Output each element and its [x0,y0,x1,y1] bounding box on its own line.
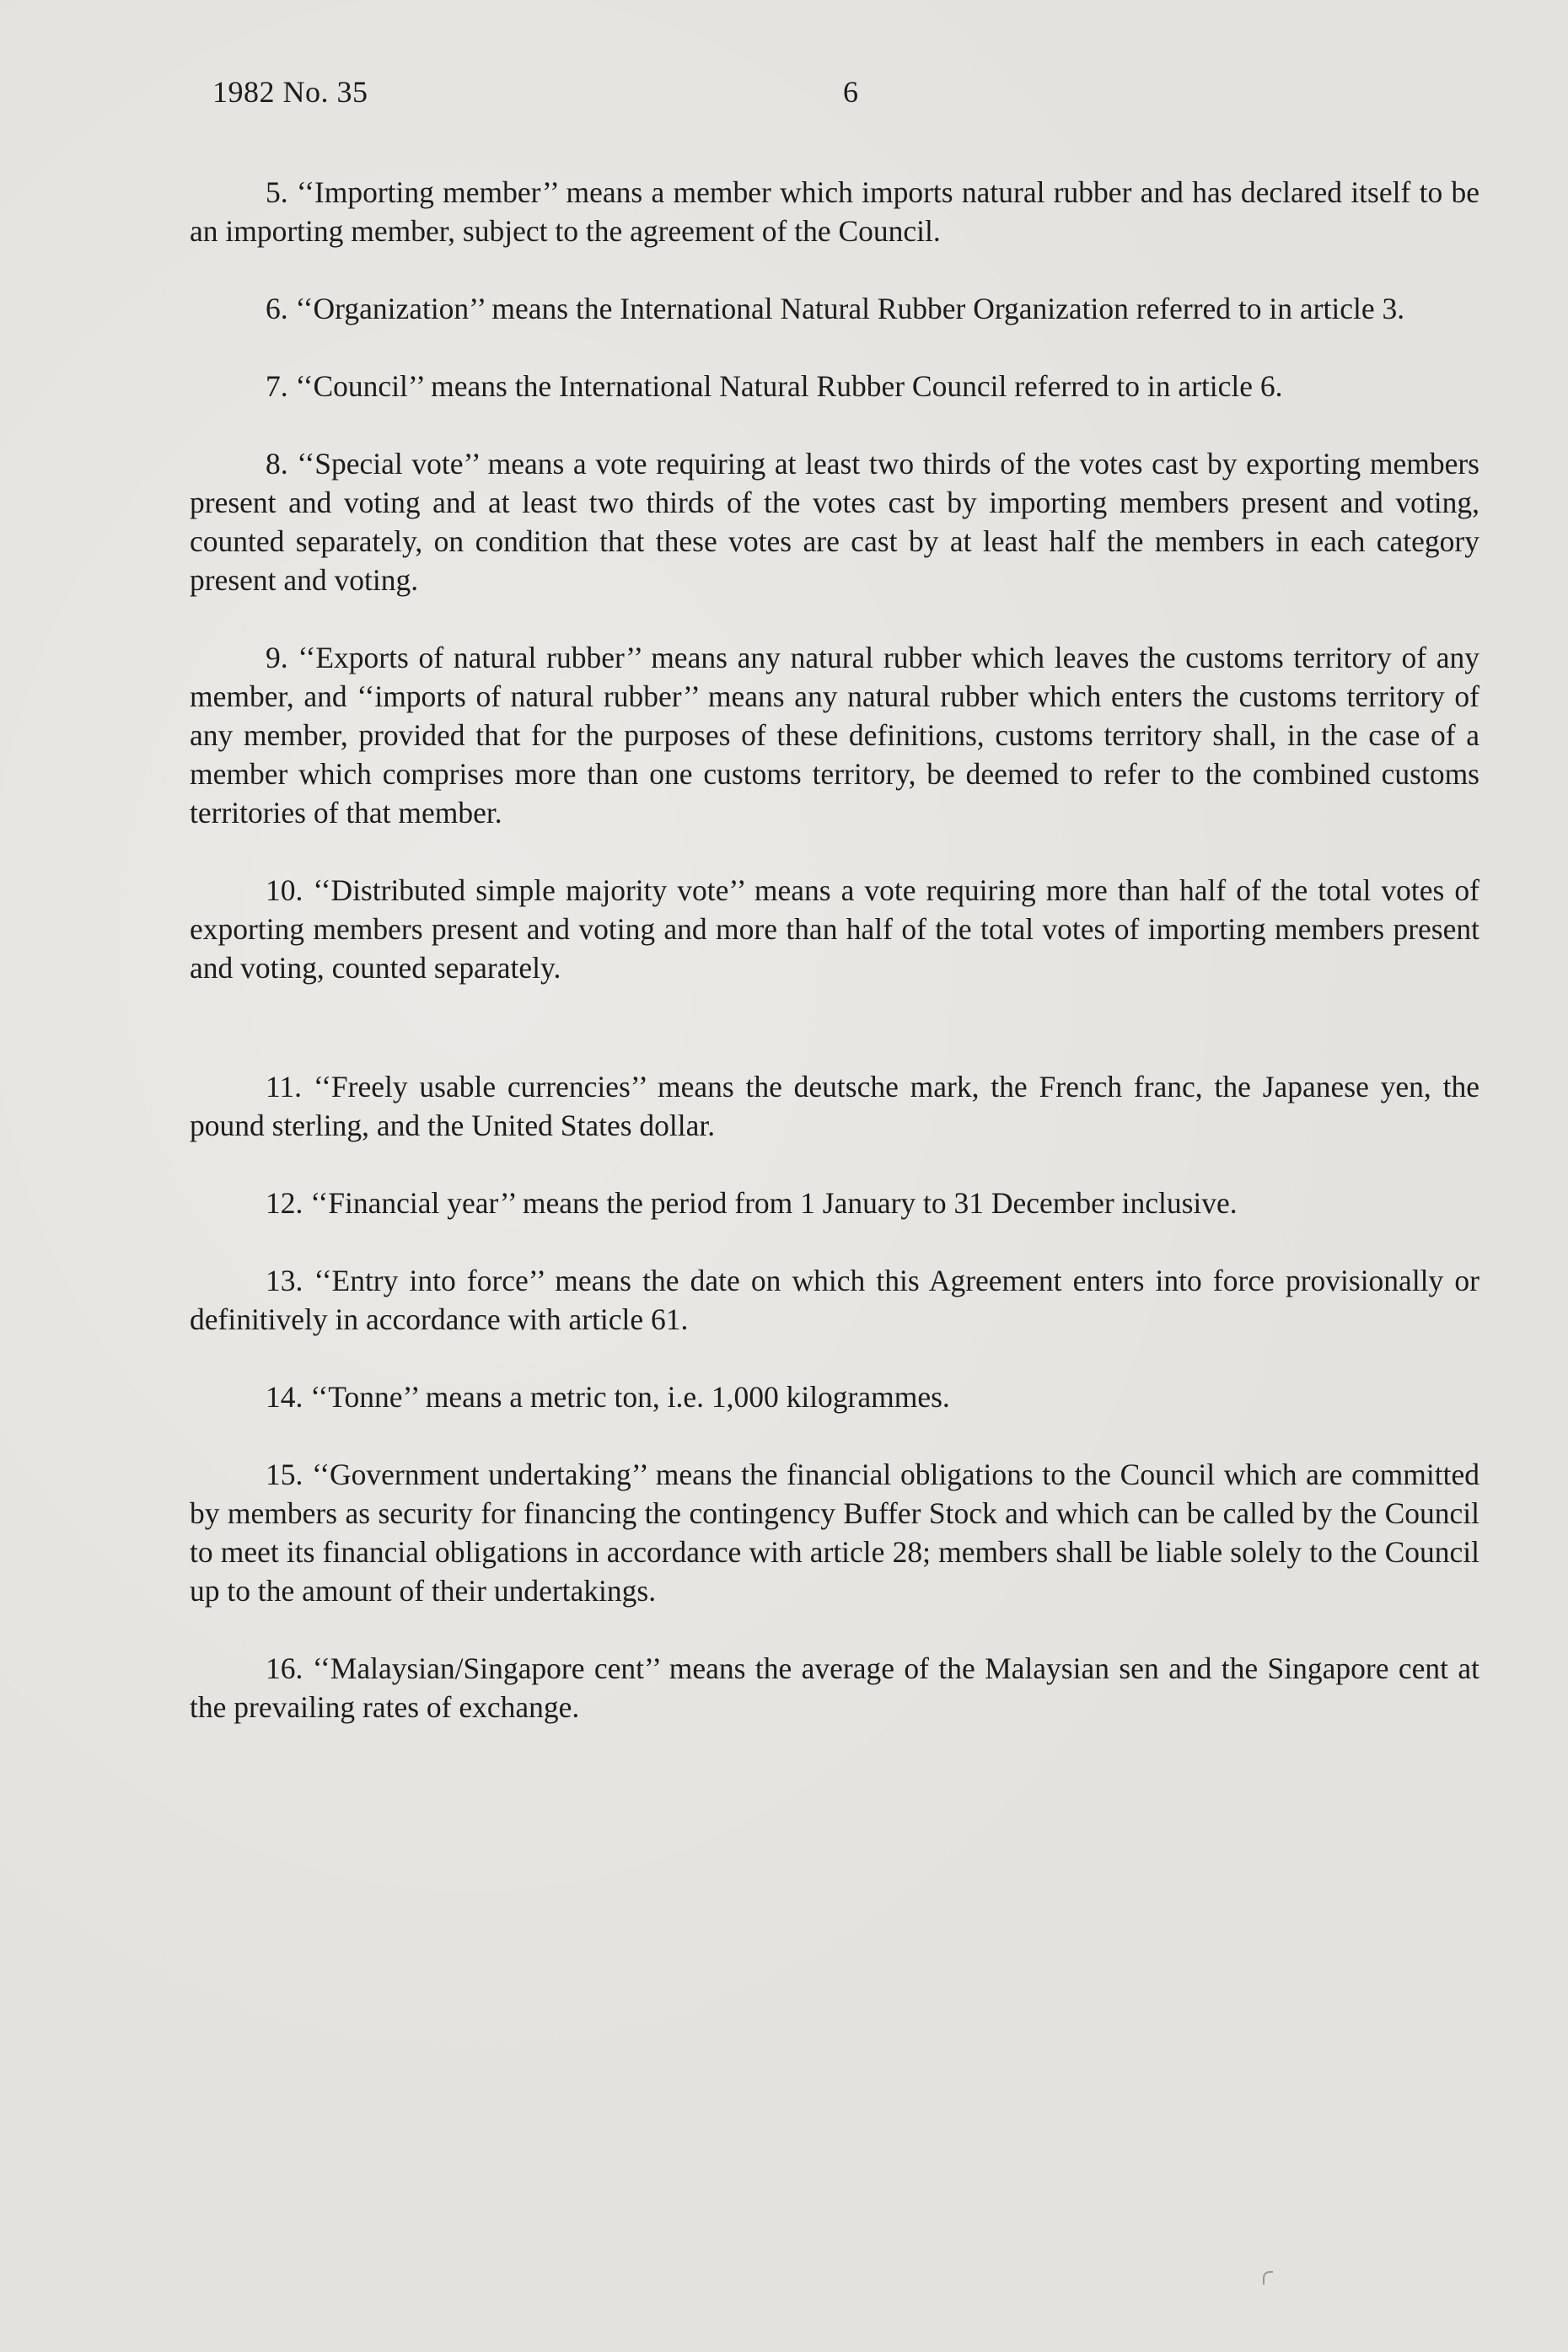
page-number: 6 [843,75,859,109]
definition-paragraph-14: 14. ‘‘Tonne’’ means a metric ton, i.e. 1,000 kilogrammes. [266,1380,950,1414]
definition-paragraph-5: 5. ‘‘Importing member’’ means a member which imports natural rubber and has declared itself to be an importing member, subject to the agreement of the Council. [190,175,1479,248]
definition-paragraph-15: 15. ‘‘Government undertaking’’ means the financial obligations to the Council which are committed by members as security for financing the contingency Buffer Stock and which can be called by the Council to meet its financial obligations in accordance with article 28; members shall be liable solely to the Council up to the amount of their undertakings. [190,1458,1479,1608]
document-reference: 1982 No. 35 [212,75,368,109]
definition-paragraph-10: 10. ‘‘Distributed simple majority vote’’ means a vote requiring more than half of the total votes of exporting members present and voting and more than half of the total votes of importing members present and voting, counted separately. [190,873,1479,985]
definition-paragraph-11: 11. ‘‘Freely usable currencies’’ means the deutsche mark, the French franc, the Japanese yen, the pound sterling, and the United States dollar. [190,1070,1479,1142]
definition-paragraph-7: 7. ‘‘Council’’ means the International Natural Rubber Council referred to in article 6. [266,369,1283,403]
paper-speck [1263,2271,1273,2285]
definition-paragraph-12: 12. ‘‘Financial year’’ means the period from 1 January to 31 December inclusive. [266,1186,1238,1220]
definition-paragraph-9: 9. ‘‘Exports of natural rubber’’ means any natural rubber which leaves the customs territory of any member, and ‘‘imports of natural rubber’’ means any natural rubber which enters the customs territory of any member, provided that for the purposes of these definitions, customs territory shall, in the case of a member which comprises more than one customs territory, be deemed to refer to the combined customs territories of that member. [190,641,1479,830]
definition-paragraph-16: 16. ‘‘Malaysian/Singapore cent’’ means the average of the Malaysian sen and the Singapore cent at the prevailing rates of exchange. [190,1651,1479,1724]
definition-paragraph-13: 13. ‘‘Entry into force’’ means the date on which this Agreement enters into force provisionally or definitively in accordance with article 61. [190,1264,1479,1336]
definition-paragraph-8: 8. ‘‘Special vote’’ means a vote requiring at least two thirds of the votes cast by exporting members present and voting and at least two thirds of the votes cast by importing members present and voting, counted separately, on condition that these votes are cast by at least half the members in each category present and voting. [190,447,1479,597]
definition-paragraph-6: 6. ‘‘Organization’’ means the International Natural Rubber Organization referred to in article 3. [266,292,1405,325]
document-body [190,173,1479,1726]
